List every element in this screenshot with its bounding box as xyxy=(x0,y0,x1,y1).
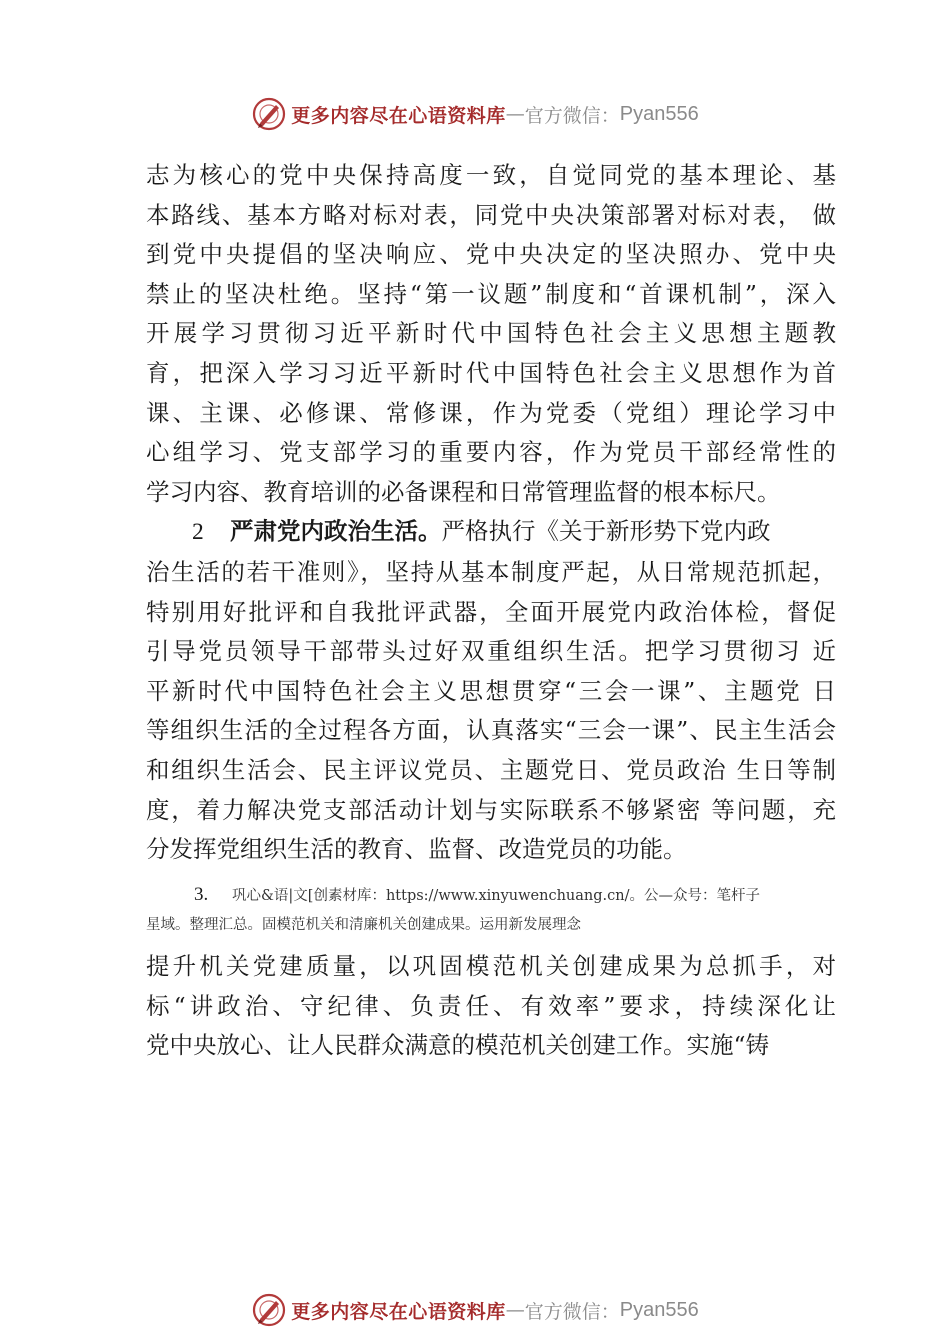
text-line: 开展学习贯彻习近平新时代中国特色社会主义思想主题教 xyxy=(146,319,836,348)
footer-banner xyxy=(0,1290,950,1330)
text-line: 禁止的坚决杜绝。坚持“第一议题”制度和“首课机制”，深入 xyxy=(146,279,836,308)
banner-wechat-label: 官方微信： xyxy=(524,104,620,127)
text-line: 学习内容、教育培训的必备课程和日常管理监督的根本标尺。 xyxy=(146,477,781,506)
text-line: 育，把深入学习习近平新时代中国特色社会主义思想作为首 xyxy=(146,358,836,387)
banner-brand: 更多内容尽在心语资料库 xyxy=(291,104,506,127)
text-line: 特别用好批评和自我批评武器，全面开展党内政治体检，督促 xyxy=(146,597,836,626)
text-line: 和组织生活会、民主评议党员、主题党日、党员政治 生日等制 xyxy=(146,755,836,784)
text-line: 课、主课、必修课、常修课，作为党委（党组）理论学习中 xyxy=(146,398,836,427)
banner-wechat-label: 官方微信： xyxy=(524,1300,620,1323)
item-heading: 严肃党内政治生活。 xyxy=(230,517,442,546)
item-3-watermark-text xyxy=(146,880,846,940)
text-line: 治生活的若干准则》，坚持从基本制度严起，从日常规范抓起， xyxy=(146,557,836,586)
item-2-first-line xyxy=(144,512,836,553)
banner-wechat-id: Pyan556 xyxy=(619,1298,699,1321)
text-line: 到党中央提倡的坚决响应、党中央决定的坚决照办、党中央 xyxy=(146,240,836,269)
text-line: 引导党员领导干部带头过好双重组织生活。把学习贯彻习 近 xyxy=(146,637,836,666)
text-line: 心组学习、党支部学习的重要内容，作为党员干部经常性的 xyxy=(146,438,836,467)
banner-wechat-id: Pyan556 xyxy=(619,102,699,125)
text-line: 提升机关党建质量，以巩固模范机关创建成果为总抓手，对 xyxy=(146,952,836,980)
pen-logo-icon xyxy=(251,96,287,132)
banner-separator: — xyxy=(505,1299,525,1321)
pen-logo-icon xyxy=(251,1292,287,1328)
item-text: 严格执行《关于新形势下党内政 xyxy=(441,517,771,546)
item-number: 2 xyxy=(192,519,204,546)
document-body-continued xyxy=(146,947,836,1066)
item-number: 3. xyxy=(194,884,209,905)
footnote-text: 巩心&语|文[创素材库：https://www.xinyuwenchuang.cn/。公—众号：笔杆子 xyxy=(232,888,760,904)
text-line: 本路线、基本方略对标对表，同党中央决策部署对标对表， 做 xyxy=(146,200,836,229)
text-line: 志为核心的党中央保持高度一致，自觉同党的基本理论、基 xyxy=(146,161,836,189)
header-banner xyxy=(0,94,950,134)
document-body xyxy=(146,156,836,870)
banner-separator: — xyxy=(505,103,525,125)
banner-brand: 更多内容尽在心语资料库 xyxy=(291,1300,506,1323)
footnote-line: 星域。整理汇总。固模范机关和清廉机关创建成果。运用新发展理念 xyxy=(146,917,581,933)
text-line: 分发挥党组织生活的教育、监督、改造党员的功能。 xyxy=(146,835,687,864)
text-line: 度，着力解决党支部活动计划与实际联系不够紧密 等问题，充 xyxy=(146,795,836,824)
text-line: 平新时代中国特色社会主义思想贯穿“三会一课”、主题党 日 xyxy=(146,676,836,705)
text-line: 标“讲政治、守纪律、负责任、有效率”要求，持续深化让 xyxy=(146,991,836,1020)
text-line: 党中央放心、让人民群众满意的模范机关创建工作。实施“铸 xyxy=(146,1031,770,1060)
footnote-line xyxy=(146,880,846,911)
text-line: 等组织生活的全过程各方面，认真落实“三会一课”、民主生活会 xyxy=(146,716,836,745)
